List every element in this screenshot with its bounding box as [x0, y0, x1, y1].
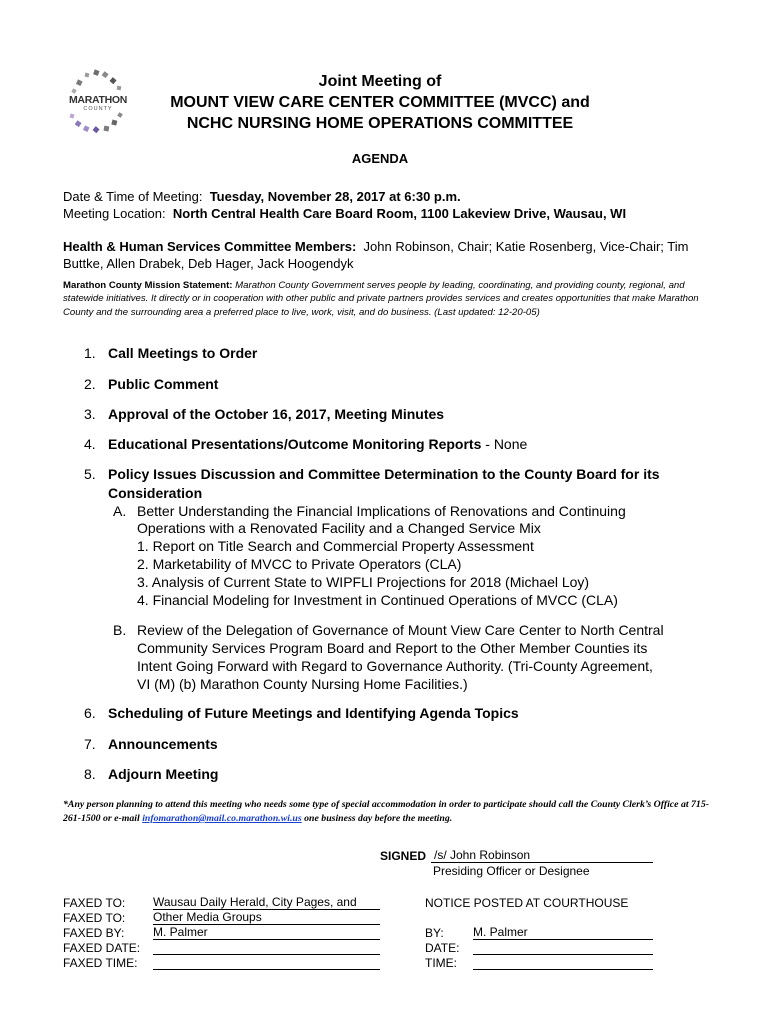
mission-label: Marathon County Mission Statement:: [63, 280, 233, 291]
agenda-item: 5. Policy Issues Discussion and Committee Determination to the County Board for its: [84, 466, 660, 482]
subitem-b-line: Intent Going Forward with Regard to Governance Authority. (Tri-County Agreement,: [137, 658, 653, 674]
logo-name: MARATHON: [68, 94, 128, 106]
meeting-time-value: Tuesday, November 28, 2017 at 6:30 p.m.: [209, 189, 461, 204]
meeting-location: [63, 205, 626, 222]
subitem-a-point: 3. Analysis of Current State to WIPFLI Projections for 2018 (Michael Loy): [137, 574, 590, 590]
document-title: [160, 71, 600, 134]
subitem-b-line: Community Services Program Board and Report to the Other Member Counties its: [137, 640, 648, 656]
faxed-date-line: [153, 940, 380, 955]
agenda-item: 6. Scheduling of Future Meetings and Identifying Agenda Topics: [84, 705, 519, 721]
subitem-a-point: 2. Marketability of MVCC to Private Operators (CLA): [137, 556, 462, 572]
members-value: John Robinson, Chair; Katie Rosenberg, Vice-Chair; Tim Buttke, Allen Drabek, Deb Hager, Jack Hoogendyk: [63, 239, 689, 271]
meeting-location-value: North Central Health Care Board Room, 1100 Lakeview Drive, Wausau, WI: [172, 206, 627, 221]
subitem-b-line: VI (M) (b) Marathon County Nursing Home Facilities.): [137, 676, 468, 692]
agenda-item: 4. Educational Presentations/Outcome Monitoring Reports - None: [84, 436, 528, 452]
agenda-item-continuation: Consideration: [108, 485, 203, 501]
faxed-by-line: M. Palmer: [153, 925, 380, 940]
faxed-time-line: [153, 955, 380, 970]
meeting-location-label: Meeting Location:: [63, 206, 166, 221]
mission-text: Marathon County Government serves people by leading, coordinating, and providing county, regional, and statewide initiatives. It directly or in cooperation with other public and private partners provides services and creates opportunities that make Marathon County and the surrounding area a preferred place to live, work, visit, and do business. (Last updated: 12-20-05): [63, 280, 699, 318]
agenda-item: 2. Public Comment: [84, 376, 219, 392]
posted-time-label: TIME:: [425, 956, 457, 970]
agenda-item: 7. Announcements: [84, 736, 218, 752]
faxed-to-label: FAXED TO:: [63, 896, 126, 910]
marathon-county-logo: [62, 68, 134, 134]
mission-statement: [63, 279, 713, 319]
meeting-time-label: Date & Time of Meeting:: [63, 189, 203, 204]
committee-members: [63, 238, 713, 272]
signed-label: SIGNED: [380, 849, 427, 863]
signer-name: /s/ John Robinson: [434, 848, 531, 862]
faxed-to-line: Wausau Daily Herald, City Pages, and: [153, 895, 380, 910]
subitem-a-point: 1. Report on Title Search and Commercial Property Assessment: [137, 538, 534, 554]
notice-posted-title: NOTICE POSTED AT COURTHOUSE: [425, 896, 629, 910]
posted-by-line: M. Palmer: [473, 925, 653, 940]
members-label: Health & Human Services Committee Members:: [63, 239, 357, 254]
meeting-time: [63, 188, 461, 205]
subitem-b: B. Review of the Delegation of Governance of Mount View Care Center to North Central: [113, 622, 664, 638]
agenda-item: 1. Call Meetings to Order: [84, 345, 258, 361]
title-line-2: MOUNT VIEW CARE CENTER COMMITTEE (MVCC) and: [170, 94, 590, 111]
signature-line: [431, 848, 653, 863]
accommodation-notice: *Any person planning to attend this meeting who needs some type of special accommodation in order to participate should call the County Clerk’s Office at 715-261-1500 or e-mail infomarathon@mail.co.marathon.wi.us one business day before the meeting.: [63, 799, 709, 824]
agenda-heading: AGENDA: [351, 151, 409, 166]
subitem-a-line2: Operations with a Renovated Facility and a Changed Service Mix: [137, 520, 541, 536]
faxed-by-label: FAXED BY:: [63, 926, 125, 940]
posted-date-line: [473, 940, 653, 955]
signer-role: Presiding Officer or Designee: [433, 864, 590, 878]
posted-time-line: [473, 955, 653, 970]
subitem-a-point: 4. Financial Modeling for Investment in Continued Operations of MVCC (CLA): [137, 592, 618, 608]
agenda-item: 8. Adjourn Meeting: [84, 766, 219, 782]
email-link[interactable]: infomarathon@mail.co.marathon.wi.us: [142, 813, 302, 824]
title-line-3: NCHC NURSING HOME OPERATIONS COMMITTEE: [186, 115, 574, 132]
title-line-1: Joint Meeting of: [318, 73, 442, 90]
faxed-to-label-2: FAXED TO:: [63, 911, 126, 925]
logo-subname: COUNTY: [83, 106, 113, 112]
agenda-item: 3. Approval of the October 16, 2017, Meeting Minutes: [84, 406, 445, 422]
posted-date-label: DATE:: [425, 941, 460, 955]
posted-by-label: BY:: [425, 926, 444, 940]
subitem-a: A. Better Understanding the Financial Implications of Renovations and Continuing: [113, 503, 626, 519]
faxed-date-label: FAXED DATE:: [63, 941, 141, 955]
faxed-time-label: FAXED TIME:: [63, 956, 138, 970]
faxed-to-line-2: Other Media Groups: [153, 910, 380, 925]
